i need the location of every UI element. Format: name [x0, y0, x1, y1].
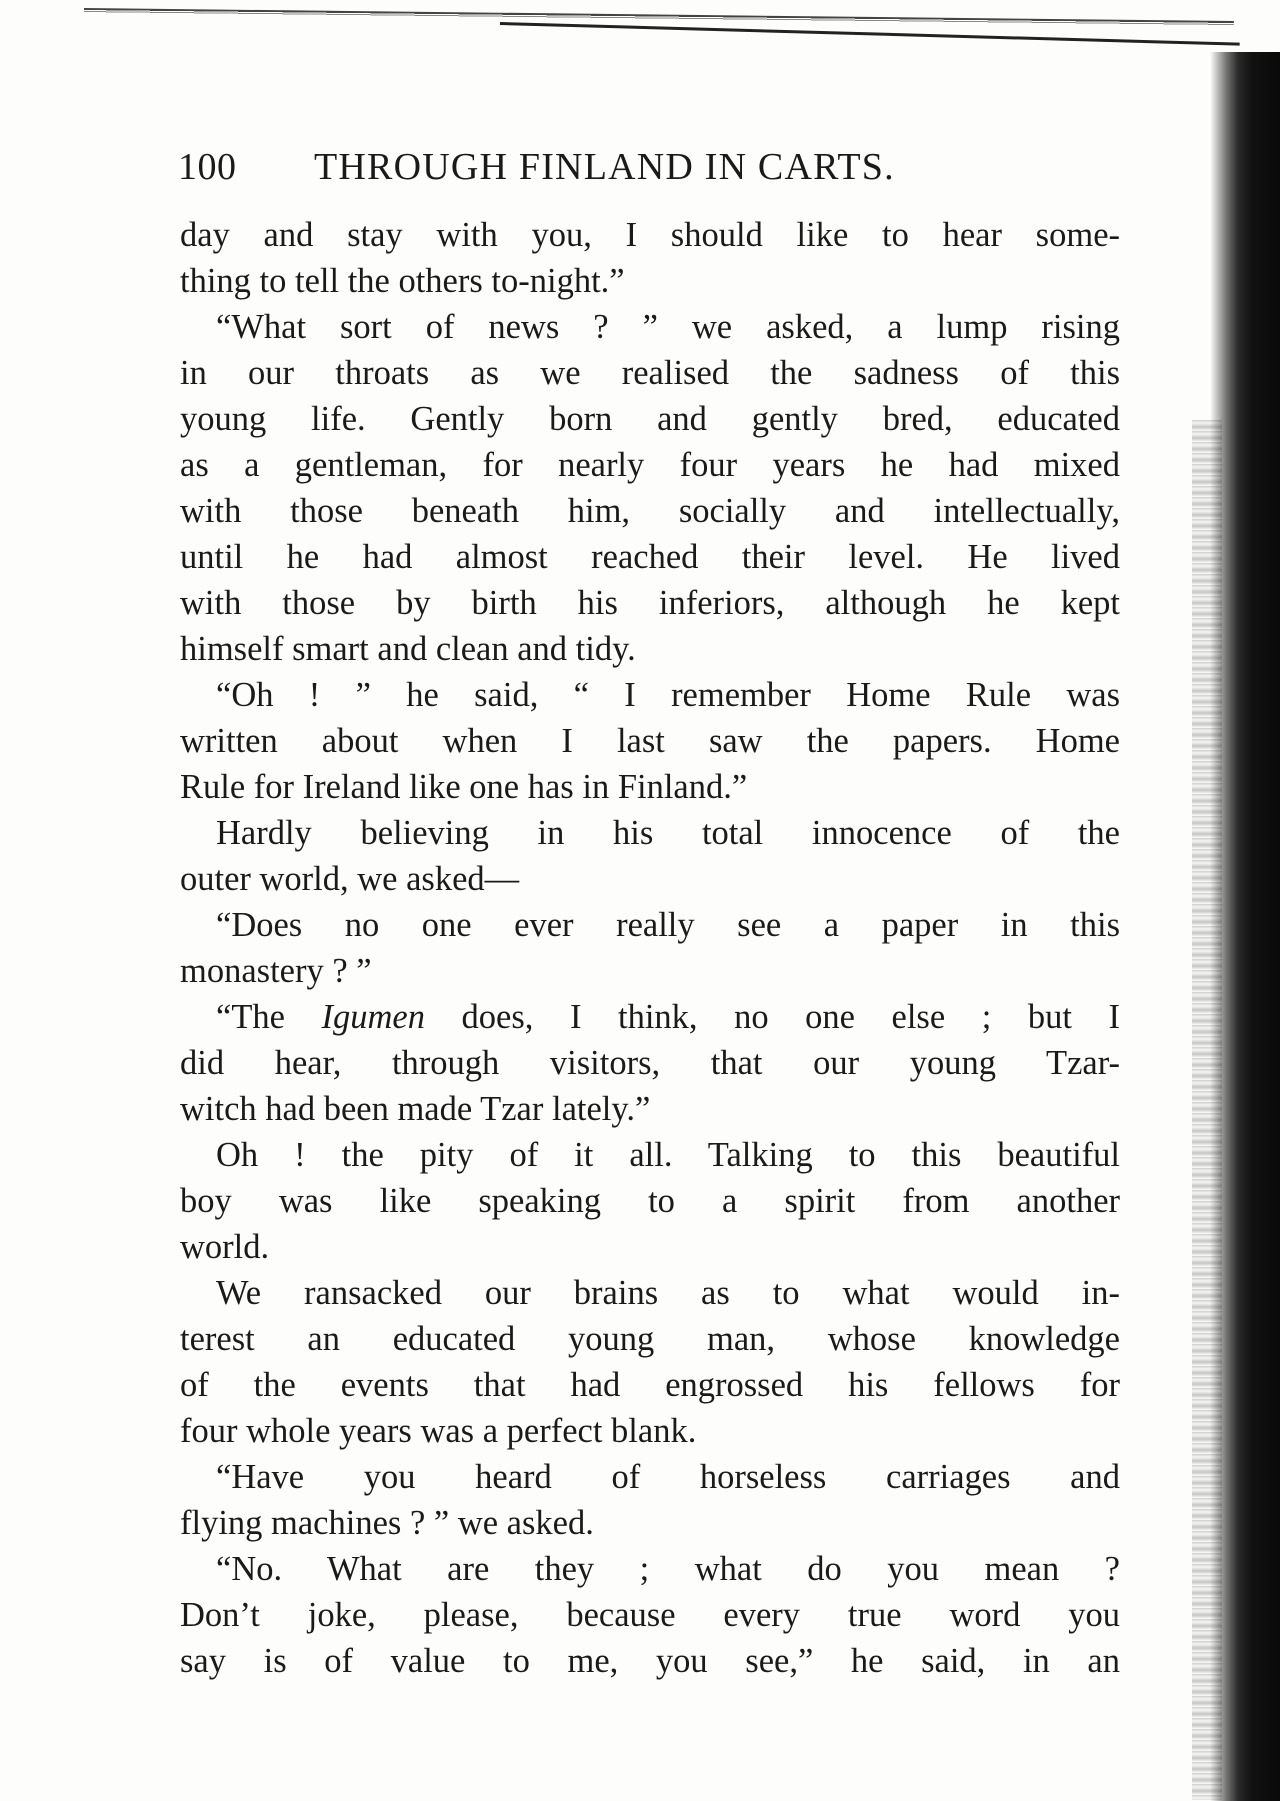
text-line: “What sort of news ? ” we asked, a lump rising [216, 308, 1120, 346]
text-line: himself smart and clean and tidy. [180, 630, 636, 668]
text-line: written about when I last saw the papers. Home [180, 722, 1120, 760]
text-line: Don’t joke, please, because every true word you [180, 1596, 1120, 1634]
text-segment: “The [216, 998, 322, 1036]
text-line: in our throats as we realised the sadness of this [180, 354, 1120, 392]
text-line: witch had been made Tzar lately.” [180, 1090, 651, 1128]
text-line: with those beneath him, socially and intellectually, [180, 492, 1120, 530]
text-line: outer world, we asked— [180, 860, 520, 898]
text-line: thing to tell the others to-night.” [180, 262, 625, 300]
text-line: of the events that had engrossed his fellows for [180, 1366, 1120, 1404]
body-text [180, 212, 1120, 1684]
running-head: THROUGH FINLAND IN CARTS. [314, 146, 895, 188]
text-line: world. [180, 1228, 270, 1266]
italic-word: Igumen [321, 998, 425, 1036]
page-header [178, 142, 1118, 192]
text-line: terest an educated young man, whose knowledge [180, 1320, 1120, 1358]
text-segment: does, I think, no one else ; but I [461, 998, 1120, 1036]
text-line: young life. Gently born and gently bred, educated [180, 400, 1120, 438]
text-line: day and stay with you, I should like to hear some- [180, 216, 1120, 254]
text-line: say is of value to me, you see,” he said, in an [180, 1642, 1120, 1680]
text-line: “Have you heard of horseless carriages and [216, 1458, 1120, 1496]
text-line: four whole years was a perfect blank. [180, 1412, 697, 1450]
text-line: with those by birth his inferiors, although he kept [180, 584, 1120, 622]
page-number: 100 [178, 146, 237, 188]
top-border-rule [84, 8, 1234, 27]
text-line-with-italic [180, 994, 1120, 1040]
text-line: We ransacked our brains as to what would in- [216, 1274, 1120, 1312]
binding-edge-texture [1192, 420, 1222, 1800]
text-line: did hear, through visitors, that our young Tzar- [180, 1044, 1120, 1082]
text-line: “Oh ! ” he said, “ I remember Home Rule was [216, 676, 1120, 714]
text-line: “No. What are they ; what do you mean ? [216, 1550, 1120, 1588]
text-line: until he had almost reached their level. He lived [180, 538, 1120, 576]
text-line: Rule for Ireland like one has in Finland.” [180, 768, 748, 806]
text-line: monastery ? ” [180, 952, 372, 990]
text-line: “Does no one ever really see a paper in this [216, 906, 1120, 944]
text-line: Hardly believing in his total innocence of the [216, 814, 1120, 852]
text-line: flying machines ? ” we asked. [180, 1504, 594, 1542]
text-line: boy was like speaking to a spirit from another [180, 1182, 1120, 1220]
text-line: Oh ! the pity of it all. Talking to this beautiful [216, 1136, 1120, 1174]
text-line: as a gentleman, for nearly four years he had mixed [180, 446, 1120, 484]
